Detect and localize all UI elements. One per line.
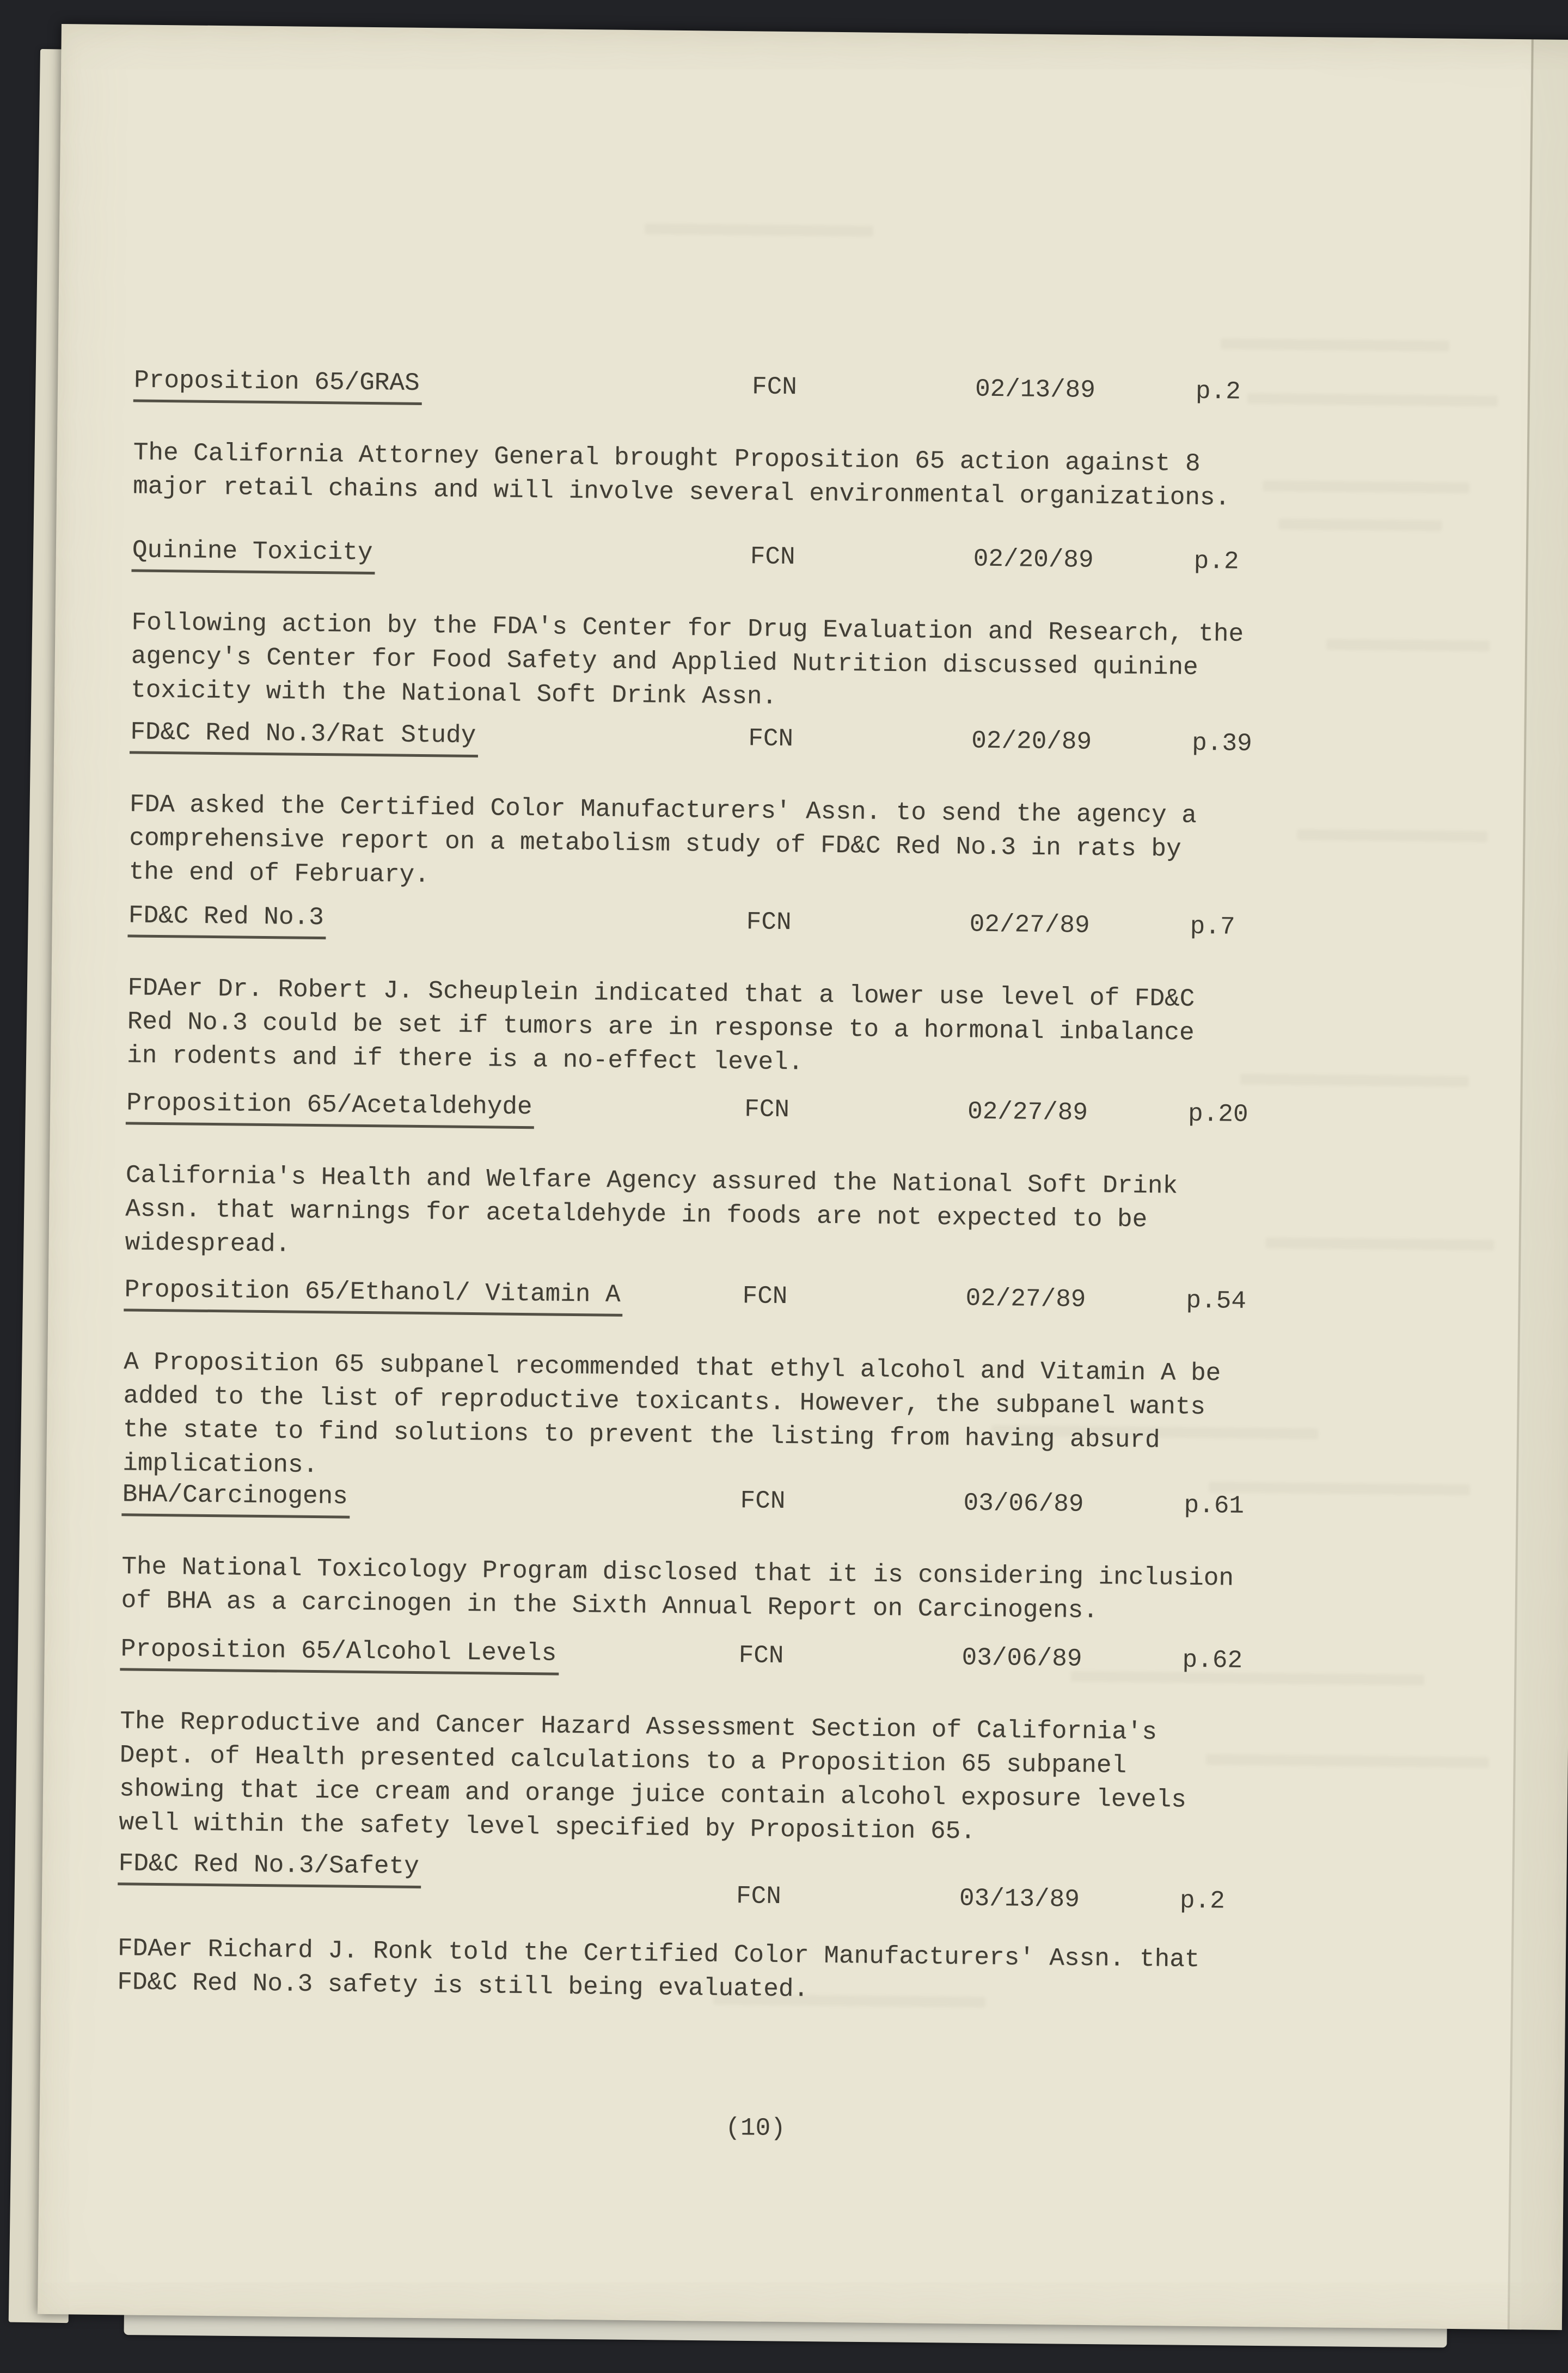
entry-date: 03/13/89 — [959, 1884, 1080, 1914]
entry-heading: FD&C Red No.3/Safety — [118, 1849, 421, 1888]
entry-heading: FD&C Red No.3/Rat Study — [130, 718, 479, 757]
entry-date: 03/06/89 — [961, 1643, 1082, 1673]
entry-summary: The California Attorney General brought Proposition 65 action against 8 major retail chains and will involve several environmental organizations. — [132, 438, 1230, 512]
news-entry — [127, 901, 1544, 1087]
entry-summary: Following action by the FDA's Center for Drug Evaluation and Research, the agency's Center for Food Safety and Applied Nutrition discussed quinine toxicity with the National Soft Drink Assn. — [130, 608, 1244, 711]
entry-source: FCN — [740, 1487, 786, 1516]
entry-source: FCN — [746, 908, 792, 937]
entry-date: 02/27/89 — [969, 910, 1090, 940]
entry-page-ref: p.62 — [1182, 1646, 1243, 1675]
entry-summary: FDAer Richard J. Ronk told the Certified Color Manufacturers' Assn. that FD&C Red No.3 safety is still being evaluated. — [117, 1934, 1200, 2004]
typewritten-content — [115, 366, 1549, 2150]
news-entry-list — [117, 366, 1549, 2014]
page-number: (10) — [725, 2113, 786, 2143]
entry-source: FCN — [744, 1095, 790, 1124]
entry-header-row — [120, 1635, 1536, 1685]
entry-summary: The Reproductive and Cancer Hazard Assessment Section of California's Dept. of Health presented calculations to a Proposition 65 subpanel showing that ice cream and orange juice contain alcohol exposure levels well within the safety level specified by Proposition 65. — [119, 1707, 1187, 1846]
entry-source: FCN — [742, 1282, 788, 1311]
entry-header-row — [126, 1088, 1542, 1139]
news-entry — [131, 536, 1548, 721]
entry-page-ref: p.54 — [1186, 1286, 1247, 1316]
entry-page-ref: p.20 — [1187, 1099, 1248, 1129]
entry-date: 02/20/89 — [971, 726, 1092, 756]
entry-header-row — [128, 901, 1544, 952]
entry-date: 02/27/89 — [967, 1097, 1088, 1127]
entry-heading: Quinine Toxicity — [131, 536, 375, 574]
entry-heading: FD&C Red No.3 — [127, 901, 326, 939]
entry-heading: Proposition 65/Alcohol Levels — [120, 1635, 559, 1675]
entry-header-row — [118, 1849, 1534, 1916]
entry-date: 03/06/89 — [963, 1489, 1084, 1519]
entry-summary: California's Health and Welfare Agency assured the National Soft Drink Assn. that warnings for acetaldehyde in foods are not expected to be widespread. — [125, 1161, 1178, 1259]
entry-summary: A Proposition 65 subpanel recommended that ethyl alcohol and Vitamin A be added to the list of reproductive toxicants. However, the subpanel wants the state to find solutions to prevent the listing from having absurd implications. — [122, 1348, 1221, 1480]
entry-source: FCN — [750, 542, 795, 572]
news-entry — [117, 1849, 1534, 2014]
news-entry — [119, 1635, 1536, 1854]
entry-header-row — [132, 536, 1548, 586]
entry-date: 02/13/89 — [975, 375, 1096, 405]
entry-source: FCN — [751, 372, 798, 402]
entry-summary: The National Toxicology Program disclosed that it is considering inclusion of BHA as a carcinogen in the Sixth Annual Report on Carcinogens. — [121, 1552, 1234, 1625]
entry-page-ref: p.2 — [1193, 547, 1239, 576]
news-entry — [133, 366, 1549, 518]
entry-source: FCN — [738, 1641, 784, 1671]
document-page — [38, 24, 1568, 2330]
entry-heading: Proposition 65/Ethanol/ Vitamin A — [124, 1275, 623, 1317]
entry-summary: FDA asked the Certified Color Manufacturers' Assn. to send the agency a comprehensive report on a metabolism study of FD&C Red No.3 in rats by the end of February. — [128, 790, 1197, 890]
news-entry — [125, 1088, 1542, 1274]
entry-source: FCN — [736, 1882, 782, 1911]
bleed-through-smudge — [1221, 338, 1449, 351]
news-entry — [122, 1275, 1540, 1495]
entry-page-ref: p.2 — [1179, 1886, 1226, 1916]
entry-page-ref: p.61 — [1184, 1491, 1245, 1520]
bleed-through-smudge — [645, 223, 873, 236]
entry-heading: Proposition 65/Acetaldehyde — [126, 1088, 535, 1129]
entry-date: 02/20/89 — [973, 545, 1094, 574]
entry-page-ref: p.2 — [1195, 377, 1241, 406]
entry-heading: Proposition 65/GRAS — [133, 366, 422, 405]
entry-date: 02/27/89 — [965, 1284, 1086, 1314]
entry-source: FCN — [748, 724, 794, 754]
entry-header-row — [124, 1275, 1540, 1326]
entry-header-row — [130, 718, 1546, 768]
news-entry — [121, 1480, 1538, 1632]
entry-page-ref: p.7 — [1190, 912, 1235, 941]
entry-page-ref: p.39 — [1192, 729, 1252, 758]
news-entry — [128, 718, 1546, 903]
entry-summary: FDAer Dr. Robert J. Scheuplein indicated that a lower use level of FD&C Red No.3 could be set if tumors are in response to a hormonal inbalance in rodents and if there is a no-effect level. — [126, 974, 1195, 1077]
entry-header-row — [134, 366, 1550, 417]
entry-heading: BHA/Carcinogens — [121, 1480, 350, 1518]
